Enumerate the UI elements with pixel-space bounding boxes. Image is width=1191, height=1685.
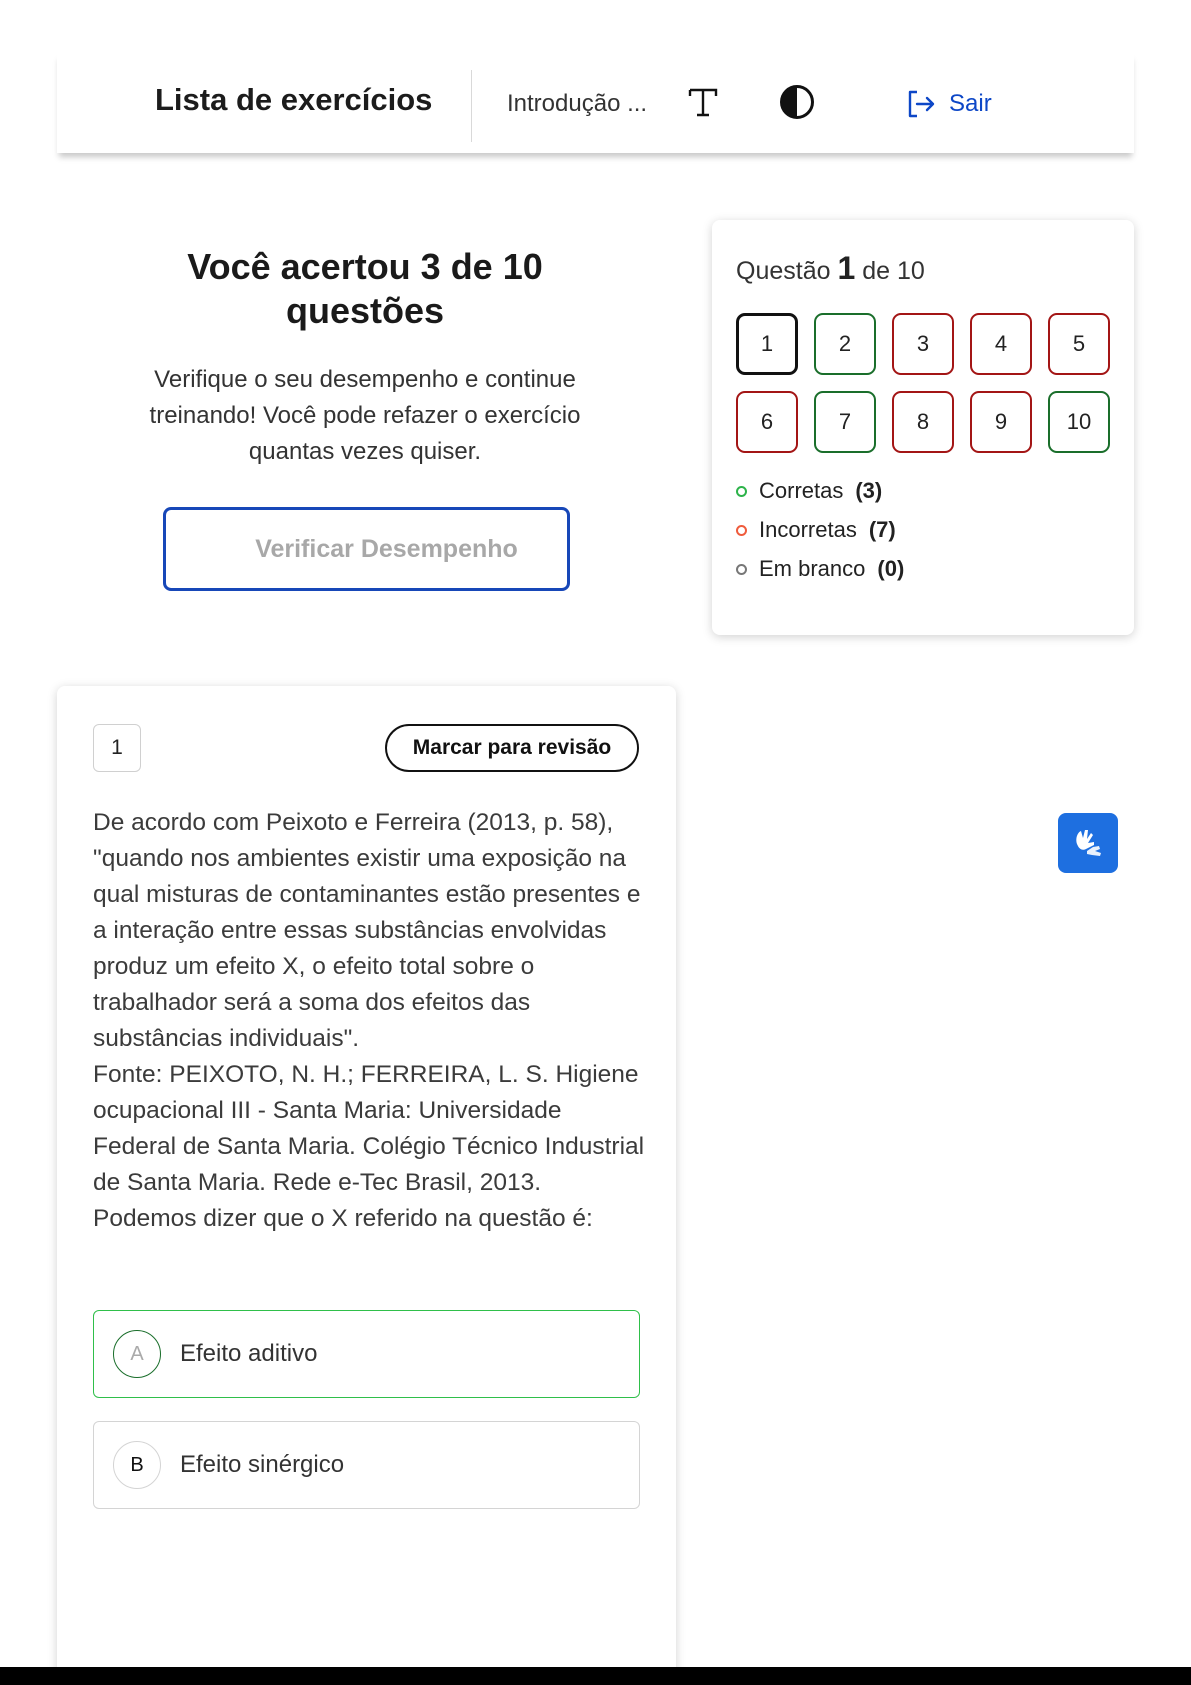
question-card — [57, 686, 676, 1685]
question-nav-button[interactable]: 4 — [970, 313, 1032, 375]
bottom-bar — [0, 1667, 1191, 1685]
question-text — [93, 805, 648, 1237]
question-nav-button[interactable]: 5 — [1048, 313, 1110, 375]
legend-count: (7) — [868, 517, 896, 542]
sign-language-icon — [1069, 824, 1107, 862]
question-nav-button[interactable]: 10 — [1048, 391, 1110, 453]
legend-item — [736, 478, 882, 504]
option-text: Efeito sinérgico — [180, 1451, 345, 1478]
score-description: Verifique o seu desempenho e continue treinando! Você pode refazer o exercício quantas vezes quiser. — [149, 366, 581, 465]
legend-item — [736, 556, 904, 582]
question-number: 1 — [93, 724, 141, 772]
legend-item — [736, 517, 896, 543]
score-title: Você acertou 3 de 10 questões — [187, 246, 543, 331]
page-title: Lista de exercícios — [155, 82, 433, 117]
option-letter: B — [113, 1441, 161, 1489]
verify-performance-button[interactable]: Verificar Desempenho — [163, 507, 570, 591]
navigator-suffix: de 10 — [862, 257, 925, 285]
navigator-current: 1 — [837, 250, 856, 286]
question-nav-button[interactable]: 6 — [736, 391, 798, 453]
question-nav-button[interactable]: 1 — [736, 313, 798, 375]
option-a[interactable] — [93, 1310, 640, 1398]
question-source: Fonte: PEIXOTO, N. H.; FERREIRA, L. S. Higiene ocupacional III - Santa Maria: Universidade Federal de Santa Maria. Colégio Técnico Industrial de Santa Maria. Rede e-Tec Brasil, 2013. — [93, 1061, 645, 1196]
legend-dot-icon — [736, 525, 747, 536]
option-letter: A — [113, 1330, 161, 1378]
contrast-icon — [778, 83, 816, 121]
legend-dot-icon — [736, 564, 747, 575]
top-header — [57, 52, 1134, 153]
option-b[interactable] — [93, 1421, 640, 1509]
question-nav-button[interactable]: 7 — [814, 391, 876, 453]
logout-label: Sair — [949, 90, 992, 117]
sign-language-button[interactable] — [1058, 813, 1118, 873]
legend-count: (3) — [855, 478, 883, 503]
contrast-button[interactable] — [775, 80, 819, 124]
logout-icon — [905, 88, 937, 120]
font-size-button[interactable] — [681, 80, 725, 124]
header-divider — [471, 70, 472, 142]
legend-label: Corretas — [759, 478, 844, 503]
question-nav-button[interactable]: 3 — [892, 313, 954, 375]
legend-label: Em branco — [759, 556, 866, 581]
question-prompt: Podemos dizer que o X referido na questão é: — [93, 1205, 593, 1232]
font-size-icon — [686, 85, 720, 119]
legend-count: (0) — [877, 556, 905, 581]
mark-for-review-button[interactable]: Marcar para revisão — [385, 724, 639, 772]
question-paragraph: De acordo com Peixoto e Ferreira (2013, p. 58), "quando nos ambientes existir uma exposição na qual misturas de contaminantes estão presentes e a interação entre essas substâncias envolvidas produz um efeito X, o efeito total sobre o trabalhador será a soma dos efeitos das substâncias individuais". — [93, 809, 641, 1052]
logout-button[interactable] — [905, 84, 992, 124]
question-nav-button[interactable]: 8 — [892, 391, 954, 453]
question-nav-button[interactable]: 2 — [814, 313, 876, 375]
course-name[interactable]: Introdução ... — [507, 90, 648, 117]
legend-label: Incorretas — [759, 517, 857, 542]
navigator-prefix: Questão — [736, 257, 831, 285]
navigator-header — [736, 250, 925, 287]
legend-dot-icon — [736, 486, 747, 497]
question-nav-button[interactable]: 9 — [970, 391, 1032, 453]
question-navigator — [712, 220, 1134, 635]
option-text: Efeito aditivo — [180, 1340, 318, 1367]
